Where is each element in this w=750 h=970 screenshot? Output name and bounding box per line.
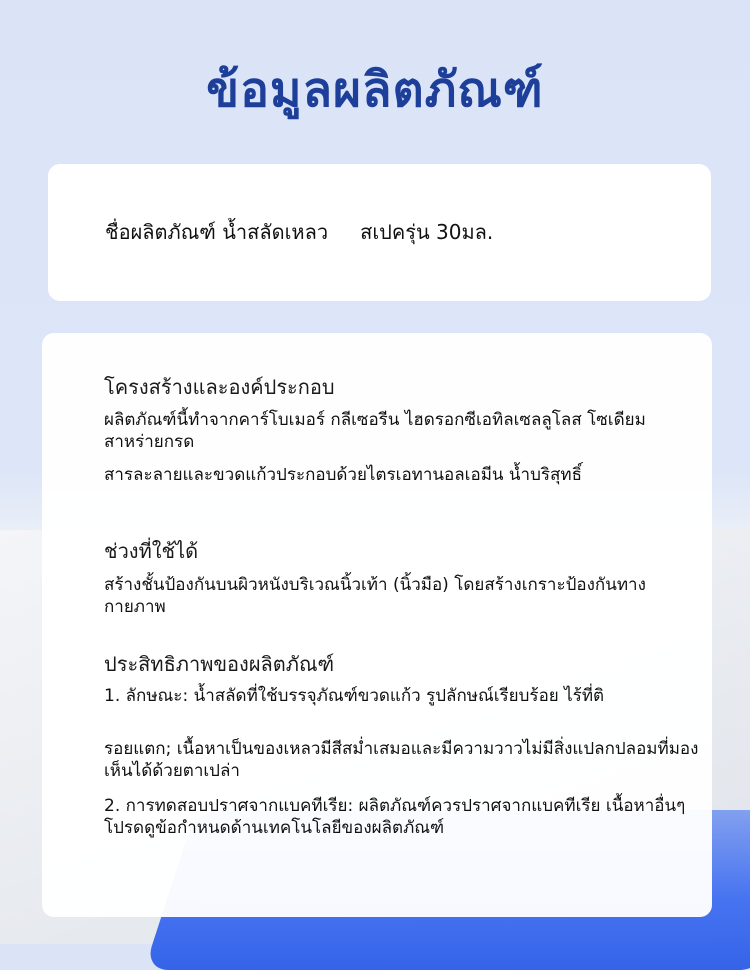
composition-title: โครงสร้างและองค์ประกอบ [104,375,335,399]
product-name-label: ชื่อผลิตภัณฑ์ น้ำสลัดเหลว [105,220,329,244]
spec-card [48,164,711,301]
composition-line-1: ผลิตภัณฑ์นี้ทำจากคาร์โบเมอร์ กลีเซอรีน ไฮดรอกซีเอทิลเซลลูโลส โซเดียม สาหร่ายกรด [104,410,646,452]
product-model-label: สเปครุ่น 30มล. [360,220,494,244]
spec-line [105,216,493,248]
efficacy-item-1b: รอยแตก; เนื้อหาเป็นของเหลวมีสีสม่ำเสมอและมีความวาวไม่มีสิ่งแปลกปลอมที่มองเห็นได้ด้วยตาเปล่า [104,739,699,781]
page-title: ข้อมูลผลิตภัณฑ์ [206,62,544,118]
composition-line-2: สารละลายและขวดแก้วประกอบด้วยไตรเอทานอลเอมีน น้ำบริสุทธิ์ [104,465,582,485]
details-card [42,333,712,917]
scope-title: ช่วงที่ใช้ได้ [104,539,199,563]
efficacy-item-1a: 1. ลักษณะ: น้ำสลัดที่ใช้บรรจุภัณฑ์ขวดแก้ว รูปลักษณ์เรียบร้อย ไร้ที่ติ [104,686,605,706]
efficacy-title: ประสิทธิภาพของผลิตภัณฑ์ [104,652,335,676]
efficacy-item-2: 2. การทดสอบปราศจากแบคทีเรีย: ผลิตภัณฑ์ควรปราศจากแบคทีเรีย เนื้อหาอื่นๆ โปรดดูข้อกำหนดด้านเทคโนโลยีของผลิตภัณฑ์ [104,796,686,838]
scope-text: สร้างชั้นป้องกันบนผิวหนังบริเวณนิ้วเท้า (นิ้วมือ) โดยสร้างเกราะป้องกันทางกายภาพ [104,575,646,617]
